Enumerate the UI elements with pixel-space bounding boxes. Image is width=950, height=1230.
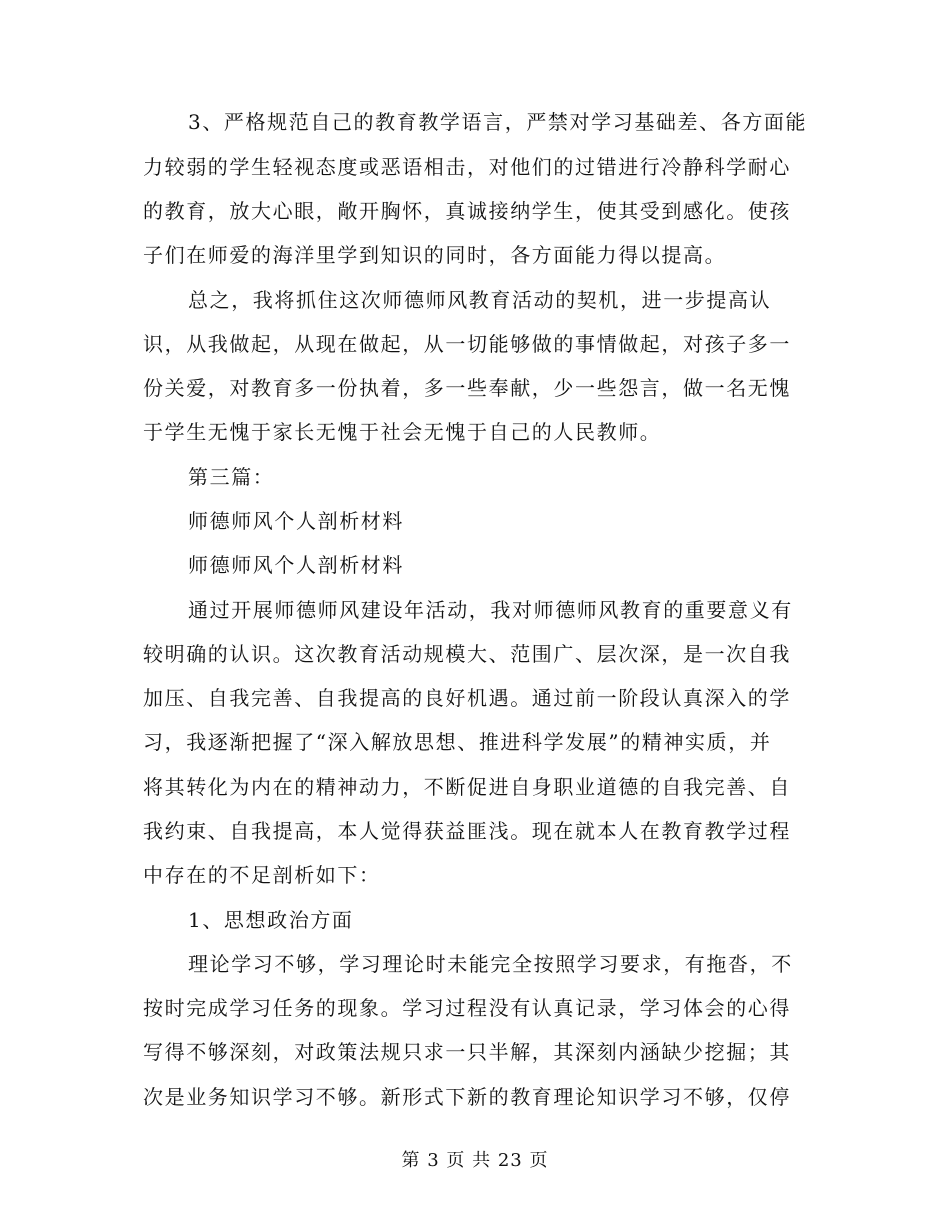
section-heading: 第三篇：: [188, 465, 275, 489]
paragraph-line: 按时完成学习任务的现象。学习过程没有认真记录，学习体会的心得: [143, 996, 791, 1020]
subsection-heading: 1、思想政治方面: [188, 908, 354, 932]
paragraph-line: 我约束、自我提高，本人觉得获益匪浅。现在就本人在教育教学过程: [143, 819, 791, 843]
page-number-footer: 第 3 页 共 23 页: [401, 1150, 549, 1171]
document-title: 师德师风个人剖析材料: [188, 509, 404, 533]
paragraph-line: 的教育，放大心眼，敞开胸怀，真诚接纳学生，使其受到感化。使孩: [143, 199, 791, 223]
paragraph-line: 将其转化为内在的精神动力，不断促进自身职业道德的自我完善、自: [143, 775, 791, 799]
paragraph-line: 识，从我做起，从现在做起，从一切能够做的事情做起，对孩子多一: [143, 332, 791, 356]
paragraph-line: 较明确的认识。这次教育活动规模大、范围广、层次深，是一次自我: [143, 642, 791, 666]
paragraph-line: 写得不够深刻，对政策法规只求一只半解，其深刻内涵缺少挖掘；其: [143, 1040, 791, 1064]
document-title: 师德师风个人剖析材料: [188, 553, 404, 577]
paragraph-line: 通过开展师德师风建设年活动，我对师德师风教育的重要意义有: [188, 598, 793, 622]
paragraph-line: 中存在的不足剖析如下：: [143, 863, 381, 887]
paragraph-line: 力较弱的学生轻视态度或恶语相击，对他们的过错进行冷静科学耐心: [143, 155, 791, 179]
paragraph-line: 总之，我将抓住这次师德师风教育活动的契机，进一步提高认: [188, 288, 772, 312]
paragraph-line: 份关爱，对教育多一份执着，多一些奉献，少一些怨言，做一名无愧: [143, 376, 791, 400]
paragraph-line: 次是业务知识学习不够。新形式下新的教育理论知识学习不够，仅停: [143, 1085, 791, 1109]
paragraph-line: 3、严格规范自己的教育教学语言，严禁对学习基础差、各方面能: [188, 110, 808, 134]
paragraph-line: 于学生无愧于家长无愧于社会无愧于自己的人民教师。: [143, 420, 662, 444]
paragraph-line: 理论学习不够，学习理论时未能完全按照学习要求，有拖沓，不: [188, 952, 793, 976]
paragraph-line: 子们在师爱的海洋里学到知识的同时，各方面能力得以提高。: [143, 243, 727, 267]
paragraph-line: 习，我逐渐把握了“深入解放思想、推进科学发展”的精神实质，并: [143, 730, 772, 754]
paragraph-line: 加压、自我完善、自我提高的良好机遇。通过前一阶段认真深入的学: [143, 686, 791, 710]
